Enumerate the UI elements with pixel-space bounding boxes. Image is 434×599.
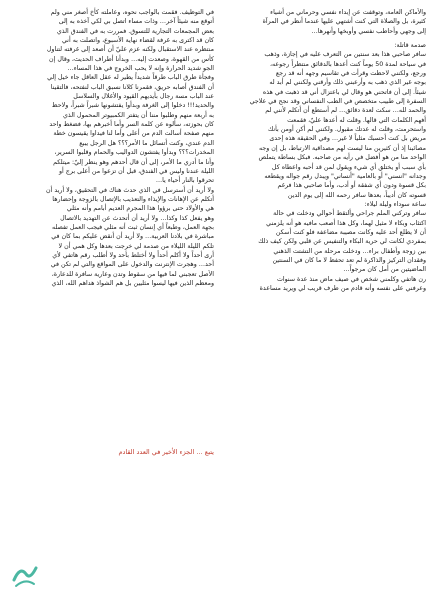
- text-line: اكتئاب وبكاء لا مثيل لهما، وكل هذا أصعب مافيه هو أنه يلزمني: [266, 219, 426, 227]
- text-line: صدمة قاتلة:: [394, 42, 426, 50]
- text-line: والحديد!!! دخلوا إلى الغرفة وبدأوا يفتشونها شبراً شبراً، ولاحظ: [51, 102, 214, 110]
- text-line: عند الباب مسة رجال بأيديهم القيود والأغلال والسلاسل: [73, 93, 214, 101]
- text-line: أتوقع منه شيئاً آخر… وذات مساء اتصل بي لكي آخذه به إلى: [58, 18, 214, 26]
- text-line: ومعظم الذين فيها ليسوا مثليين بل هم الشواذ هداهم الله، الذي: [51, 279, 214, 287]
- text-line: المخدرات؟؟؟ وبدأوا يفتشون الدواليب والحمام وقلبوا السرير،: [54, 149, 214, 157]
- text-line: بأي سبب أو يختلق أي شيء ويقول لمن قد أحبه واعطاه كل: [271, 163, 426, 171]
- text-line: رن هاتفي وكلمني شخص في صيف ماض منذ عدة سنوات: [276, 275, 426, 283]
- text-line: السفرة إلى طبيب متخصص في الطب النفساني وقد نجح في علاجي: [249, 98, 426, 106]
- text-line: أفهم الكلمات التي قالها. وقلت له أعدها عليّ، فقمعت: [287, 116, 426, 124]
- text-line: الواحد منا من هو أفضل في رأيه من صاحبه. فبكل بساطة يتملص: [258, 154, 426, 162]
- publisher-logo-icon: [10, 560, 40, 590]
- text-line: الجو شديد الحرارة وإنه لا يحب الخروج في هذا المساء…: [67, 65, 214, 73]
- text-line: الأصل تعجبني لما فيها من سقوط وتدن وعارية سافرة للدعارة،: [51, 270, 214, 278]
- text-line: وجدانه "انسني" أو بالعامية "أنساني" ويبدل رقم جواله ويقطعه: [264, 172, 426, 180]
- text-line: أرى أحداً ولا أكلم أحداً ولا أختلط بأحد ولا أطلب رقم هاتفي لأي: [52, 251, 214, 259]
- text-line: وفقدان التركيز والذاكرة لم تعد تحفظ لا ما كان في السنتين: [272, 256, 426, 264]
- article-column-left: [8, 8, 214, 288]
- text-line: منهم صفحة أسالت الدم من أعلى وأما لنا فيداوا يقيسون خطة: [53, 130, 214, 138]
- text-line: هي والأولاد حتى برؤوا هذا المجرم العديم أبامم وأنه مثلي: [66, 205, 214, 213]
- text-line: بجهة العمل، وطبعاً أي إنسان ثبت أنه مثلي فيجب العمل تفصله: [52, 223, 214, 231]
- text-line: والحمد لله… سكت لعدة دقائق… لم أستطع أن أتكلم لأنني لم: [265, 107, 426, 115]
- text-line: قسوته كان أديباً، بعدها سافر رحمه الله إلى يوم الدين: [287, 191, 426, 199]
- continuation-note: يتبع … الجزء الأخير في العدد القادم: [118, 448, 214, 456]
- text-line: في التوظيف. فقمت بالواجب نحوه، وعاملته كأخ أصغر مني ولم: [50, 9, 214, 16]
- text-line: الليلة عندنا وليس في الفندق، قبل أن تزعوا من أعلى برج أو: [58, 167, 214, 175]
- text-line: مباشرة في بلادنا العربية… ولا أريد أن أنقض عليكم بما كان في: [51, 233, 214, 241]
- text-line: مصائبنا إذ أن كثيرين منا ليست لهم مصداقية الارتباط، بل إن وجه: [259, 144, 426, 152]
- text-line: مريض بل كنت أحسبك مثلياً لا غير… وفي الحقيقة هذه إحدى: [269, 135, 426, 143]
- text-line: أتكلم عن الإهانات والإيذاء والتعذيب بالإتصال بالزوجة وإحضارها: [52, 195, 214, 203]
- text-line: بوجه غير الذي ذهب به وأرعبني ذلك وأرقني ولكنني لم أبد له: [269, 79, 426, 87]
- text-line: تلكم الليلة الليلاء من صدمة لي خرجت بعدها وكل همي أن لا: [58, 242, 214, 250]
- text-line: وفجأة طرق الباب طرقاً شديداً يطير له عقل العاقل جاء خيل إلي: [47, 74, 214, 82]
- text-line: أن لا يطلع أحد عليه وكانت مصيبة مضاعفة فلو كنت أسكن: [275, 228, 426, 236]
- text-line: بكل قسوة ودون أي شفقة أو أدب، وأما صاحبي هذا فرغم: [277, 182, 426, 190]
- text-line: شيئاً. إلى أن فاتحني هو وقال لي باعتزال أني قد ذهبت في هذه: [262, 88, 426, 96]
- text-line: ورجع، ولكنني لاحظت وقرأت في تقاسيم وجهه أنه قد رجع: [275, 70, 426, 78]
- text-line: أحد… وهجرت الإنترنت والدخول على المواقع والتي لم تكن في: [50, 261, 214, 269]
- text-line: بين زوجة وأطفال براء… ودخلت مرحلة من التشتت الذهني: [273, 247, 426, 255]
- text-line: واستحرمت، وقلت له عدتك مقبول. ولكنني لم أكن أومن بأنك: [268, 126, 426, 134]
- text-line: بمفردي لكانت لي حرية البكاء والتنفيس عن قلبي ولكن كيف ذلك: [258, 238, 426, 246]
- text-line: كثيرة، بل والصلاة التي كنت أشتهي عليها عندما أنظر في المرآة: [262, 18, 426, 26]
- text-line: كان بحوزته، سألوه عن كلمة السر وأما أخبرهم بها، فضغط واحد: [49, 121, 214, 129]
- text-line: وعرفني على نفسه وأنه قادم من طرف قريب لي ويريد مساعدة: [259, 284, 426, 292]
- article-column-right: [220, 8, 426, 293]
- text-line: سافر صاحبي هذا بعد سنتين من التعرف عليه في إجازة، وذهب: [264, 51, 426, 59]
- text-line: بعض المجمعات التجارية للتسوق. فمررت به في الفندق الذي: [56, 27, 214, 35]
- text-line: الدم عندي، وكنت أتسائل ما الأمر؟؟؟ هل الرجل يبيع: [79, 139, 214, 147]
- text-line: ساعة سوداء وليلة ليلاء:: [364, 200, 426, 208]
- text-line: أن الفندق أصابه حريق، فقمرنا كلانا نسبق الباب لنفتحه، فالتقينا: [50, 83, 214, 91]
- text-line: كان قد اكترى به غرفة لقضاء نهاية الأسبوع، واتصلت به أني: [61, 37, 214, 45]
- text-line: به أربعة منهم وطلبوا مننا أن يتفتر الكمبيوتر المحمول الذي: [63, 111, 214, 119]
- text-line: إلى وجهي وأحاطب نفسي وأوبخها وأنهرها…: [311, 27, 426, 35]
- text-line: ولا أريد أن أسترسل في الذي حدث هناك في التحقيق، ولا أريد أن: [45, 186, 214, 194]
- text-line: في سياحة لمدة 50 يوماً كنت أعدها بالدقائق منتظراً رجوعه،: [270, 60, 426, 68]
- text-line: سافر وتركني الملم جراحي وألتقط أحوالي ودخلت في حالة: [273, 210, 426, 218]
- text-line: والأماكن العامة، وتوقفت عن إبداء نفسي وحرماني من أشياء: [270, 9, 426, 16]
- text-line: منتظره عند الاستقبال ولكنه عزم عليّ أن أصعد إلى غرفته لتناول: [46, 46, 214, 54]
- text-line: الماضيتين من أمل كان مرجواً…: [343, 266, 426, 274]
- text-line: وهو يفعل كذا وكذا… ولا أريد أن أتحدث عن التهديد بالاتصال: [60, 214, 214, 222]
- text-line: كأس من القهوة، وصعدت إليه… وبدأنا أطراف الحديث، وقال إن: [49, 55, 214, 63]
- text-line: تحرقوا بالنار أحياء يا…: [155, 177, 214, 185]
- text-line: وأنا ما أدري ما الأمر، إلى أن قال أحدهم وهو ينظر إليّ: ميتلكم: [53, 158, 214, 166]
